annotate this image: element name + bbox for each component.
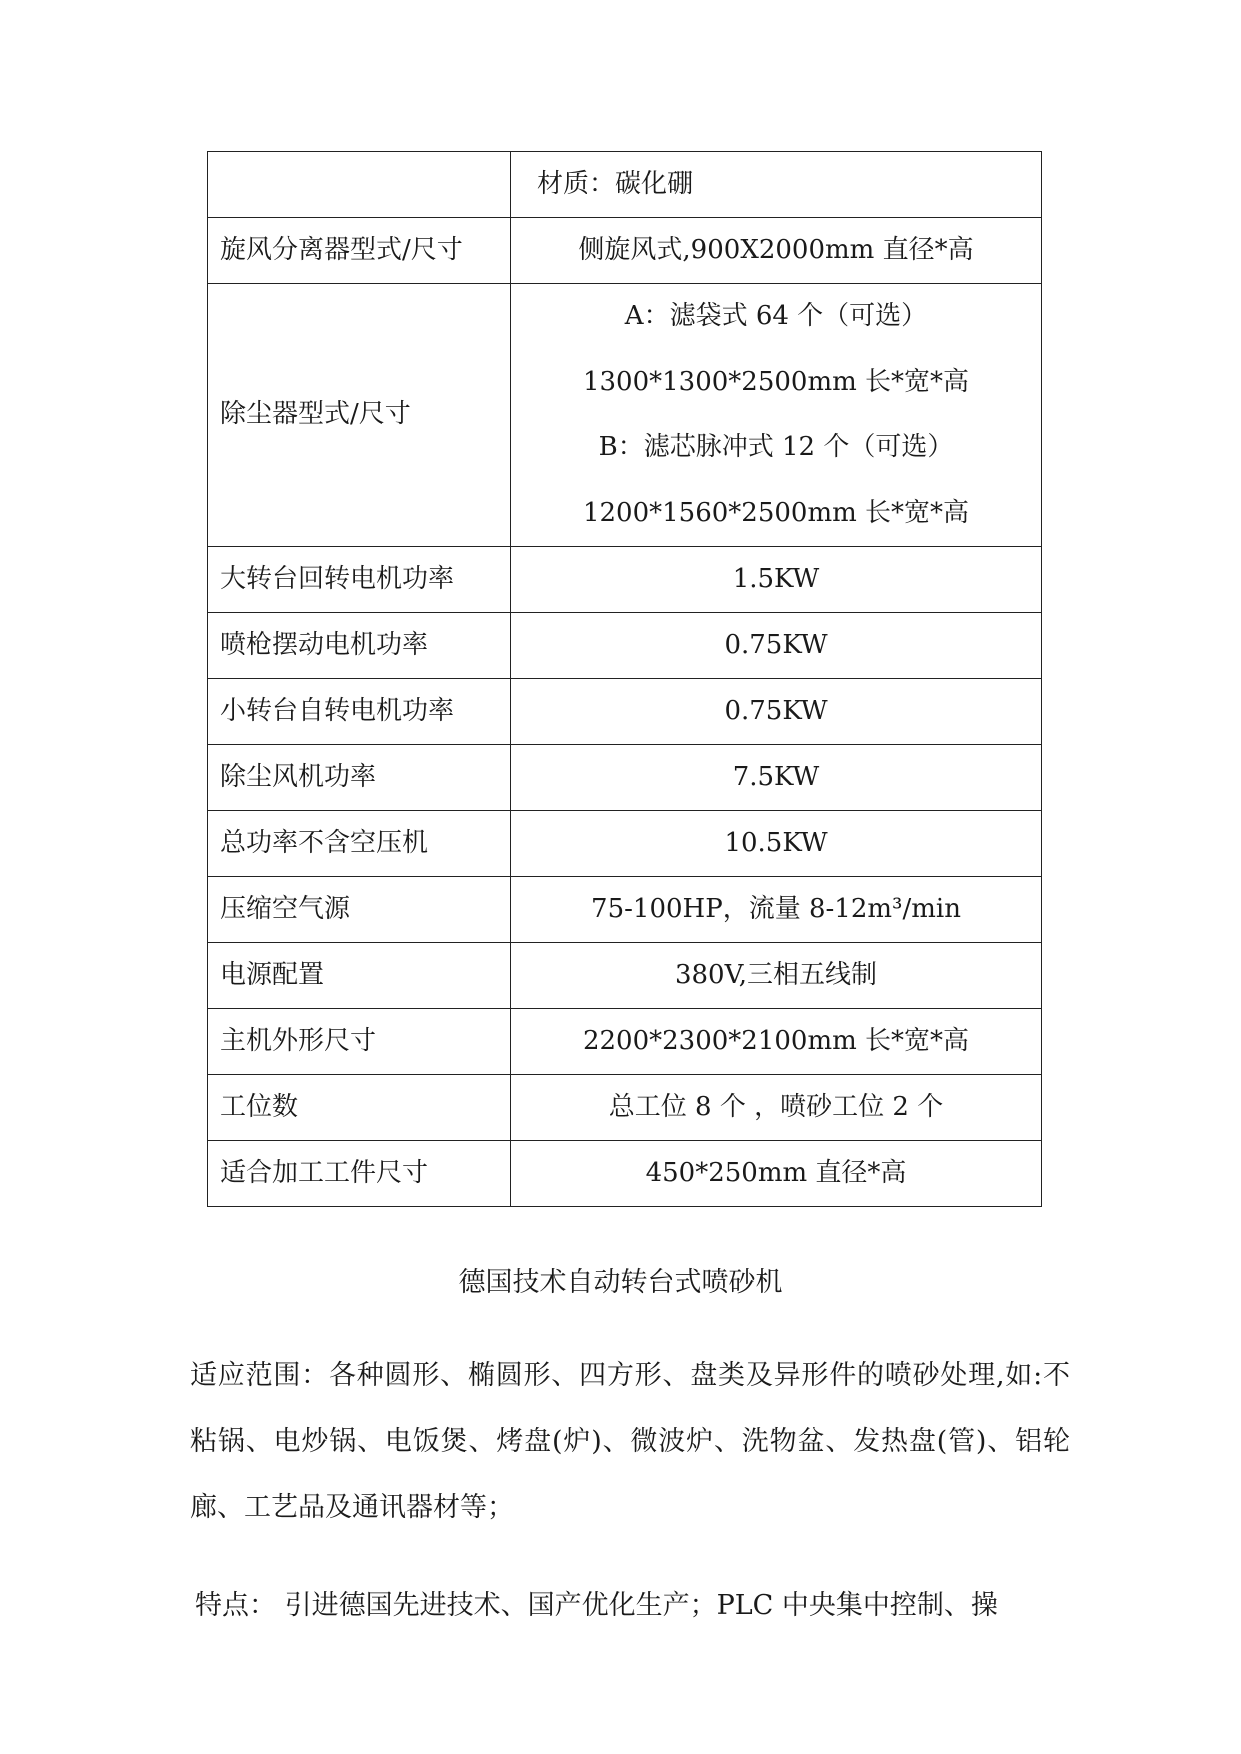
row-label: 压缩空气源 bbox=[208, 877, 511, 943]
row-value: 75-100HP，流量 8-12m³/min bbox=[511, 877, 1042, 943]
table-row bbox=[208, 613, 1042, 679]
spec-table bbox=[207, 151, 1042, 1207]
table-row bbox=[208, 943, 1042, 1009]
row-label: 小转台自转电机功率 bbox=[208, 679, 511, 745]
row-value: 2200*2300*2100mm 长*宽*高 bbox=[511, 1009, 1042, 1075]
table-row bbox=[208, 284, 1042, 547]
row-value: 7.5KW bbox=[511, 745, 1042, 811]
row-value: 0.75KW bbox=[511, 679, 1042, 745]
table-row bbox=[208, 679, 1042, 745]
row-value-line: A：滤袋式 64 个（可选） bbox=[624, 301, 928, 331]
table-row bbox=[208, 1009, 1042, 1075]
body-paragraph-scope: 适应范围：各种圆形、椭圆形、四方形、盘类及异形件的喷砂处理,如:不粘锅、电炒锅、电饭煲、烤盘(炉)、微波炉、洗物盆、发热盘(管)、铝轮廊、工艺品及通讯器材等； bbox=[190, 1360, 1070, 1523]
row-label: 工位数 bbox=[208, 1075, 511, 1141]
row-value-line: B：滤芯脉冲式 12 个（可选） bbox=[598, 432, 954, 462]
row-label: 电源配置 bbox=[208, 943, 511, 1009]
table-row bbox=[208, 877, 1042, 943]
table-row bbox=[208, 811, 1042, 877]
row-label: 除尘风机功率 bbox=[208, 745, 511, 811]
table-row bbox=[208, 547, 1042, 613]
table-row bbox=[208, 152, 1042, 218]
table-row bbox=[208, 218, 1042, 284]
row-label: 总功率不含空压机 bbox=[208, 811, 511, 877]
row-label: 大转台回转电机功率 bbox=[208, 547, 511, 613]
row-value: 0.75KW bbox=[511, 613, 1042, 679]
row-value: 380V,三相五线制 bbox=[511, 943, 1042, 1009]
row-label: 除尘器型式/尺寸 bbox=[208, 284, 511, 547]
row-label: 适合加工工件尺寸 bbox=[208, 1141, 511, 1207]
row-value: 450*250mm 直径*高 bbox=[511, 1141, 1042, 1207]
body-paragraph-features: 特点： 引进德国先进技术、国产优化生产；PLC 中央集中控制、操 bbox=[195, 1590, 998, 1621]
row-value-multi bbox=[511, 284, 1042, 547]
row-label: 主机外形尺寸 bbox=[208, 1009, 511, 1075]
row-value: 侧旋风式,900X2000mm 直径*高 bbox=[511, 218, 1042, 284]
row-value-line: 1200*1560*2500mm 长*宽*高 bbox=[582, 497, 970, 528]
row-value: 10.5KW bbox=[511, 811, 1042, 877]
table-caption: 德国技术自动转台式喷砂机 bbox=[458, 1267, 783, 1298]
row-label bbox=[208, 152, 511, 218]
table-row bbox=[208, 1075, 1042, 1141]
row-value: 1.5KW bbox=[511, 547, 1042, 613]
table-row bbox=[208, 1141, 1042, 1207]
table-row bbox=[208, 745, 1042, 811]
row-label: 喷枪摆动电机功率 bbox=[208, 613, 511, 679]
row-value-line: 1300*1300*2500mm 长*宽*高 bbox=[582, 366, 970, 397]
row-value: 材质：碳化硼 bbox=[511, 152, 1042, 218]
row-label: 旋风分离器型式/尺寸 bbox=[208, 218, 511, 284]
row-value: 总工位 8 个 ，喷砂工位 2 个 bbox=[511, 1075, 1042, 1141]
